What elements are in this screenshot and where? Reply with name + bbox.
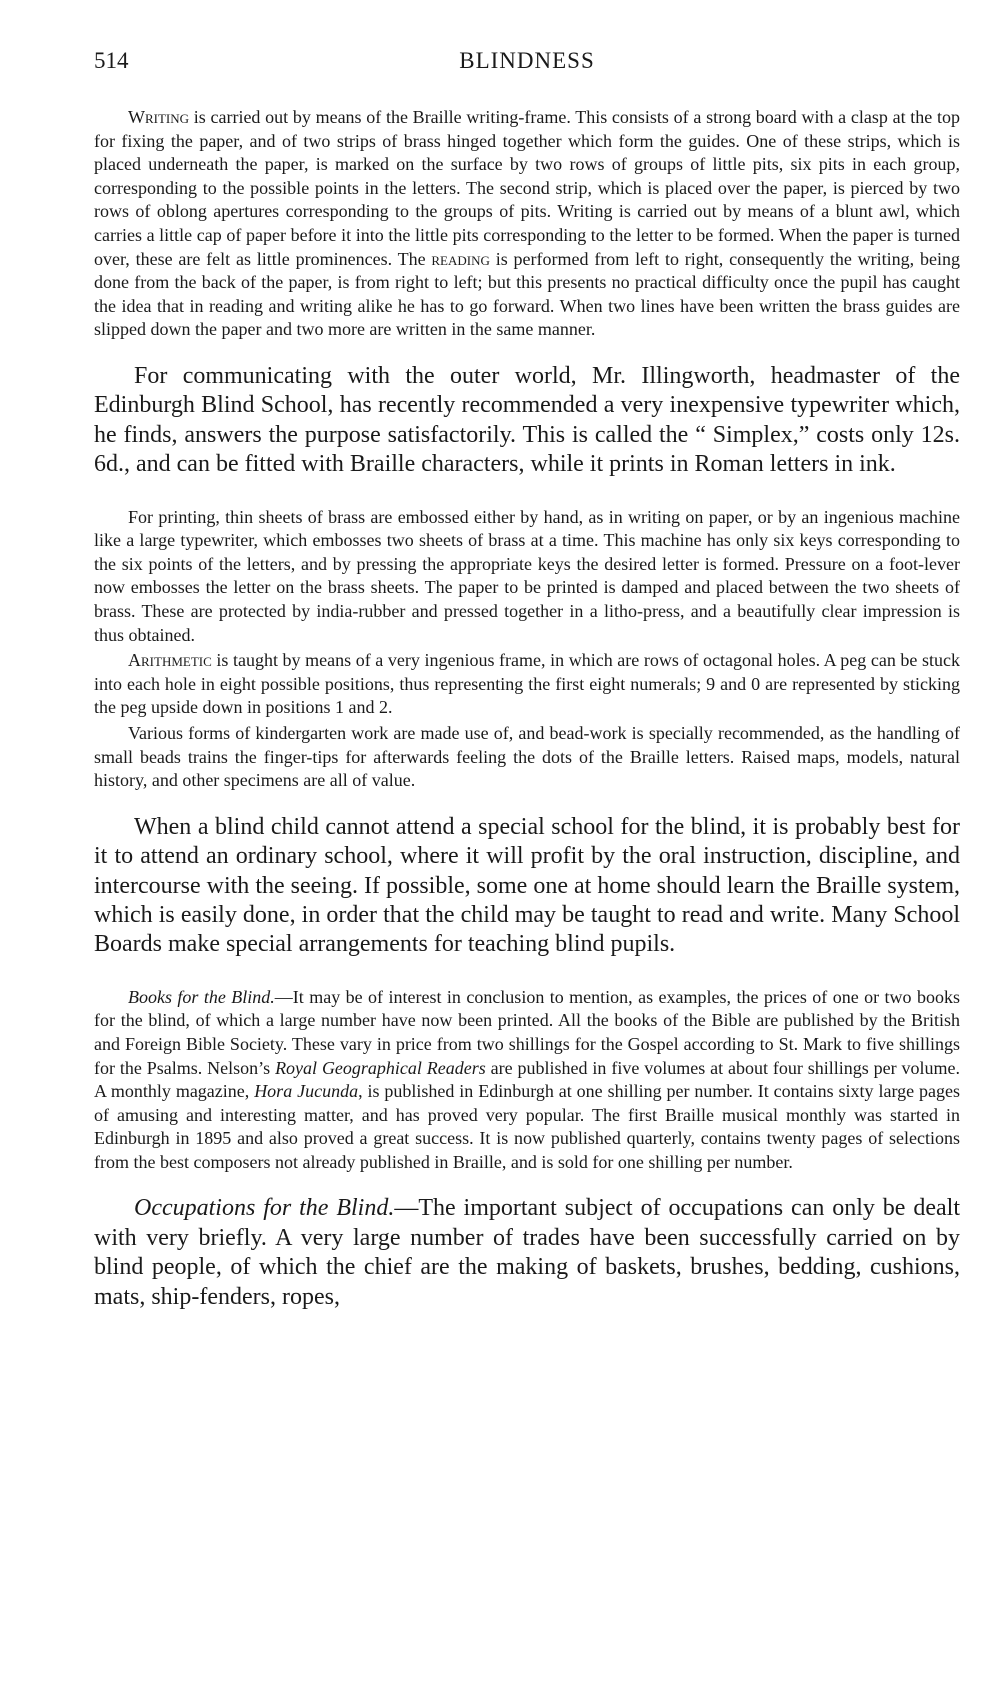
paragraph-text: is performed from left to right, consequently the writing, being done from the back of the paper, is from right to left; but this presents no practical difficulty once the pupil has caught the idea that in reading and writing alike he has to go forward. When two lines have been written the brass guides are slipped down the paper and two more are written in the same manner. (94, 248, 960, 340)
paragraph-writing (94, 106, 960, 342)
paragraph-printing: For printing, thin sheets of brass are embossed either by hand, as in writing on paper, or by an ingenious machine like a large typewriter, which embosses two sheets of brass at a time. This machine has only six keys corresponding to the six points of the letters, and by pressing the appropriate keys the desired letter is formed. Pressure on a foot-lever now embosses the letter on the brass sheets. The paper to be printed is damped and placed between the two sheets of brass. These are protected by india-rubber and pressed together in a litho-press, and a beautifully clear impression is thus obtained. (94, 506, 960, 645)
paragraph-arithmetic (94, 649, 960, 720)
document-page (94, 40, 960, 1312)
paragraph-ordinary-school: When a blind child cannot attend a special school for the blind, it is probably best for it to attend an ordinary school, where it will profit by the oral instruction, discipline, and intercourse with the seeing. If possible, some one at home should learn the Braille system, which is easily done, in order that the child may be taught to read and write. Many School Boards make special arrangements for teaching blind pupils. (94, 813, 960, 958)
run-in-heading-arithmetic: Arithmetic (128, 650, 212, 671)
paragraph-text: is taught by means of a very ingenious frame, in which are rows of octagonal holes. A peg can be stuck into each hole in eight possible positions, thus representing the first eight numerals; 9 and 0 are represented by sticking the peg upside down in positions 1 and 2. (94, 650, 960, 718)
paragraph-text: —It may be of interest in conclusion to mention, as examples, the prices of one or two books for the blind, of which a large number have now been printed. All the books of the Bible are published by the British and Foreign Bible Society. These vary in price from two shillings for the Gospel according to St. Mark to five shillings for the Psalms. Nelson’s (94, 986, 960, 1078)
paragraph-books-for-the-blind (94, 986, 960, 1175)
paragraph-occupations (94, 1194, 960, 1312)
paragraph-text: , is published in Edinburgh at one shilling per number. It contains sixty large pages of amusing and interesting matter, and has proved very popular. The first Braille musical monthly was started in Edinburgh in 1895 and also proved a great success. It is now published quarterly, contains twenty pages of selections from the best composers not already published in Braille, and is sold for one shilling per number. (94, 1081, 961, 1172)
paragraph-text: are published in five volumes at about four shillings per volume. A monthly magazine, (94, 1057, 960, 1102)
page-header (94, 40, 960, 80)
paragraph-text: —The important subject of occupations can only be dealt with very briefly. A very large number of trades have been successfully carried on by blind people, of which the chief are the making of baskets, brushes, bedding, cushions, mats, ship-fenders, ropes, (94, 1195, 960, 1310)
italic-title-royal-geographical-readers: Royal Geographical Readers (275, 1057, 486, 1078)
paragraph-text: is carried out by means of the Braille writing-frame. This consists of a strong board with a clasp at the top for fixing the paper, and of two strips of brass hinged together which form the guides. One of these strips, which is placed underneath the paper, is marked on the surface by two rows of groups of little pits, six pits in each group, corresponding to the possible points in the letters. The second strip, which is placed over the paper, is pierced by two rows of oblong apertures corresponding to the groups of pits. Writing is carried out by means of a blunt awl, which carries a little cap of paper before it into the little pits corresponding to the letter to be formed. When the paper is turned over, these are felt as little prominences. The (94, 107, 960, 269)
run-in-heading-books: Books for the Blind. (128, 986, 275, 1007)
page-number: 514 (94, 48, 129, 73)
run-in-heading-writing: Writing (128, 107, 190, 127)
running-title: BLINDNESS (459, 48, 595, 73)
inline-heading-reading: reading (431, 248, 490, 269)
run-in-heading-occupations: Occupations for the Blind. (134, 1195, 395, 1222)
italic-title-hora-jucunda: Hora Jucunda (254, 1081, 359, 1102)
paragraph-kindergarten: Various forms of kindergarten work are made use of, and bead-work is specially recommended, as the handling of small beads trains the finger-tips for afterwards feeling the dots of the Braille letters. Raised maps, models, natural history, and other specimens are all of value. (94, 722, 960, 791)
paragraph-typewriter: For communicating with the outer world, Mr. Illingworth, headmaster of the Edinburgh Blind School, has recently recommended a very inexpensive typewriter which, he finds, answers the purpose satisfactorily. This is called the “ Simplex,” costs only 12s. 6d., and can be fitted with Braille characters, while it prints in Roman letters in ink. (94, 362, 960, 478)
